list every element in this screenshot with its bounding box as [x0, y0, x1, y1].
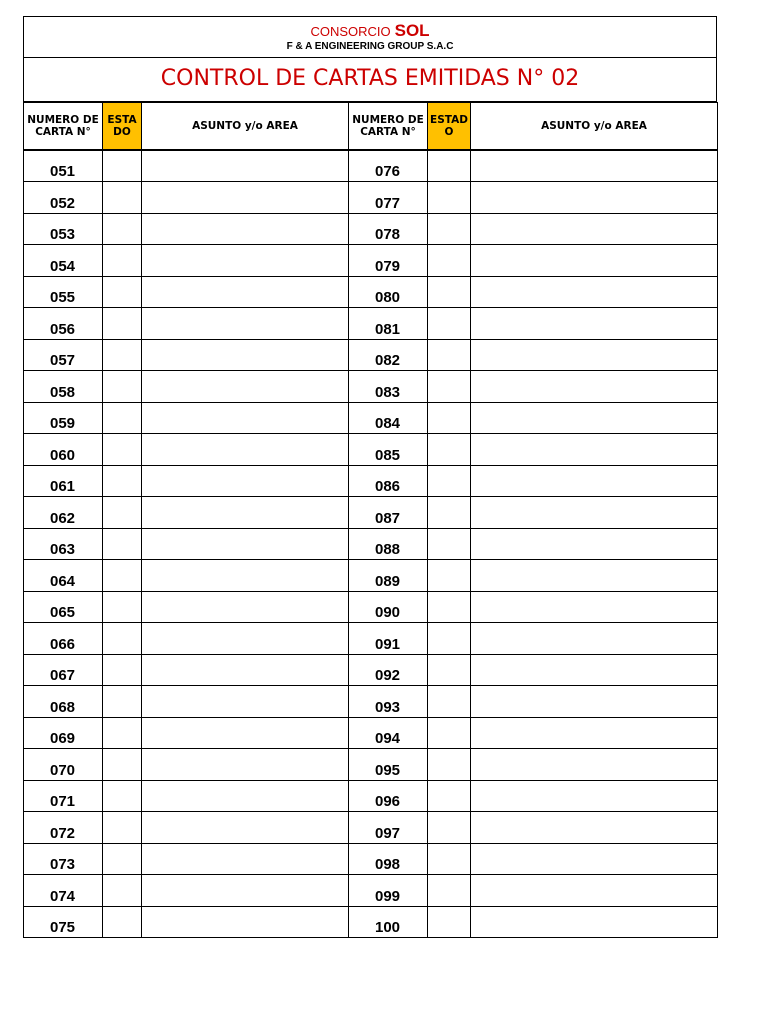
estado-cell-left[interactable]	[103, 402, 142, 434]
asunto-cell-left[interactable]	[142, 623, 349, 655]
asunto-cell-right[interactable]	[471, 245, 718, 277]
carta-number-right: 082	[349, 339, 428, 371]
estado-cell-left[interactable]	[103, 276, 142, 308]
estado-cell-left[interactable]	[103, 906, 142, 938]
asunto-cell-right[interactable]	[471, 717, 718, 749]
table-row	[24, 623, 718, 655]
table-row	[24, 497, 718, 529]
carta-number-left: 073	[24, 843, 103, 875]
asunto-cell-right[interactable]	[471, 686, 718, 718]
carta-number-left: 055	[24, 276, 103, 308]
table-row	[24, 402, 718, 434]
asunto-cell-left[interactable]	[142, 371, 349, 403]
estado-cell-right[interactable]	[428, 875, 471, 907]
estado-cell-right[interactable]	[428, 780, 471, 812]
estado-cell-right[interactable]	[428, 276, 471, 308]
asunto-cell-right[interactable]	[471, 339, 718, 371]
company-prefix: CONSORCIO	[310, 24, 391, 39]
table-header-row	[24, 103, 718, 151]
asunto-cell-left[interactable]	[142, 560, 349, 592]
asunto-cell-right[interactable]	[471, 150, 718, 182]
estado-cell-left[interactable]	[103, 686, 142, 718]
table-row	[24, 875, 718, 907]
carta-number-left: 051	[24, 150, 103, 182]
estado-cell-right[interactable]	[428, 686, 471, 718]
carta-number-left: 068	[24, 686, 103, 718]
col-numero-right: NUMERO DE CARTA N°	[349, 103, 428, 151]
carta-number-right: 087	[349, 497, 428, 529]
table-row	[24, 528, 718, 560]
carta-number-left: 057	[24, 339, 103, 371]
carta-number-right: 092	[349, 654, 428, 686]
col-asunto-left: ASUNTO y/o AREA	[142, 103, 349, 151]
carta-number-right: 076	[349, 150, 428, 182]
carta-number-left: 062	[24, 497, 103, 529]
estado-cell-right[interactable]	[428, 591, 471, 623]
asunto-cell-left[interactable]	[142, 875, 349, 907]
carta-number-left: 054	[24, 245, 103, 277]
asunto-cell-right[interactable]	[471, 843, 718, 875]
estado-cell-left[interactable]	[103, 245, 142, 277]
carta-number-left: 053	[24, 213, 103, 245]
table-row	[24, 371, 718, 403]
estado-cell-left[interactable]	[103, 528, 142, 560]
estado-cell-right[interactable]	[428, 402, 471, 434]
asunto-cell-left[interactable]	[142, 465, 349, 497]
estado-cell-right[interactable]	[428, 906, 471, 938]
estado-cell-left[interactable]	[103, 654, 142, 686]
carta-number-left: 067	[24, 654, 103, 686]
carta-number-left: 065	[24, 591, 103, 623]
asunto-cell-left[interactable]	[142, 717, 349, 749]
company-name-line	[24, 22, 716, 41]
estado-cell-left[interactable]	[103, 875, 142, 907]
table-row	[24, 780, 718, 812]
asunto-cell-right[interactable]	[471, 434, 718, 466]
table-row	[24, 276, 718, 308]
table-row	[24, 906, 718, 938]
asunto-cell-left[interactable]	[142, 843, 349, 875]
asunto-cell-left[interactable]	[142, 434, 349, 466]
asunto-cell-right[interactable]	[471, 528, 718, 560]
estado-cell-right[interactable]	[428, 150, 471, 182]
estado-cell-left[interactable]	[103, 497, 142, 529]
estado-cell-right[interactable]	[428, 623, 471, 655]
table-row	[24, 560, 718, 592]
carta-number-right: 090	[349, 591, 428, 623]
document-title: CONTROL DE CARTAS EMITIDAS N° 02	[23, 58, 717, 102]
estado-cell-left[interactable]	[103, 182, 142, 214]
company-name: SOL	[394, 21, 430, 40]
estado-cell-right[interactable]	[428, 371, 471, 403]
table-row	[24, 213, 718, 245]
estado-cell-left[interactable]	[103, 465, 142, 497]
asunto-cell-right[interactable]	[471, 623, 718, 655]
asunto-cell-left[interactable]	[142, 245, 349, 277]
carta-number-right: 081	[349, 308, 428, 340]
carta-number-left: 069	[24, 717, 103, 749]
asunto-cell-right[interactable]	[471, 812, 718, 844]
estado-cell-right[interactable]	[428, 182, 471, 214]
carta-number-right: 091	[349, 623, 428, 655]
estado-cell-left[interactable]	[103, 308, 142, 340]
table-row	[24, 339, 718, 371]
carta-number-right: 086	[349, 465, 428, 497]
estado-cell-left[interactable]	[103, 213, 142, 245]
estado-cell-right[interactable]	[428, 465, 471, 497]
estado-cell-right[interactable]	[428, 245, 471, 277]
asunto-cell-right[interactable]	[471, 371, 718, 403]
table-row	[24, 150, 718, 182]
table-row	[24, 686, 718, 718]
carta-number-left: 074	[24, 875, 103, 907]
carta-number-right: 096	[349, 780, 428, 812]
carta-number-left: 058	[24, 371, 103, 403]
asunto-cell-right[interactable]	[471, 780, 718, 812]
estado-cell-left[interactable]	[103, 434, 142, 466]
estado-cell-left[interactable]	[103, 812, 142, 844]
estado-cell-left[interactable]	[103, 150, 142, 182]
estado-cell-right[interactable]	[428, 339, 471, 371]
carta-number-left: 059	[24, 402, 103, 434]
estado-cell-right[interactable]	[428, 434, 471, 466]
carta-number-left: 066	[24, 623, 103, 655]
asunto-cell-left[interactable]	[142, 749, 349, 781]
table-row	[24, 654, 718, 686]
carta-number-right: 077	[349, 182, 428, 214]
asunto-cell-right[interactable]	[471, 591, 718, 623]
estado-cell-left[interactable]	[103, 623, 142, 655]
asunto-cell-right[interactable]	[471, 875, 718, 907]
estado-cell-right[interactable]	[428, 528, 471, 560]
estado-cell-left[interactable]	[103, 339, 142, 371]
estado-cell-left[interactable]	[103, 591, 142, 623]
asunto-cell-right[interactable]	[471, 497, 718, 529]
asunto-cell-left[interactable]	[142, 654, 349, 686]
carta-number-right: 085	[349, 434, 428, 466]
carta-number-left: 075	[24, 906, 103, 938]
carta-number-left: 070	[24, 749, 103, 781]
col-asunto-right: ASUNTO y/o AREA	[471, 103, 718, 151]
carta-number-right: 088	[349, 528, 428, 560]
letters-table	[23, 102, 718, 938]
estado-cell-left[interactable]	[103, 717, 142, 749]
table-row	[24, 182, 718, 214]
document-sheet	[23, 16, 717, 938]
estado-cell-right[interactable]	[428, 654, 471, 686]
asunto-cell-left[interactable]	[142, 339, 349, 371]
asunto-cell-right[interactable]	[471, 560, 718, 592]
asunto-cell-left[interactable]	[142, 402, 349, 434]
company-group: F & A ENGINEERING GROUP S.A.C	[286, 41, 454, 52]
asunto-cell-left[interactable]	[142, 213, 349, 245]
table-row	[24, 591, 718, 623]
asunto-cell-right[interactable]	[471, 182, 718, 214]
carta-number-left: 056	[24, 308, 103, 340]
carta-number-left: 063	[24, 528, 103, 560]
asunto-cell-right[interactable]	[471, 749, 718, 781]
carta-number-right: 080	[349, 276, 428, 308]
carta-number-right: 078	[349, 213, 428, 245]
col-estado-right: ESTAD O	[428, 103, 471, 151]
table-row	[24, 245, 718, 277]
table-row	[24, 465, 718, 497]
carta-number-right: 093	[349, 686, 428, 718]
asunto-cell-left[interactable]	[142, 906, 349, 938]
estado-cell-right[interactable]	[428, 717, 471, 749]
estado-cell-right[interactable]	[428, 560, 471, 592]
asunto-cell-left[interactable]	[142, 497, 349, 529]
carta-number-right: 099	[349, 875, 428, 907]
asunto-cell-right[interactable]	[471, 213, 718, 245]
carta-number-right: 100	[349, 906, 428, 938]
asunto-cell-left[interactable]	[142, 591, 349, 623]
carta-number-left: 071	[24, 780, 103, 812]
estado-cell-left[interactable]	[103, 560, 142, 592]
asunto-cell-right[interactable]	[471, 465, 718, 497]
estado-cell-right[interactable]	[428, 497, 471, 529]
estado-cell-left[interactable]	[103, 780, 142, 812]
estado-cell-right[interactable]	[428, 308, 471, 340]
asunto-cell-right[interactable]	[471, 654, 718, 686]
company-header	[23, 16, 717, 58]
carta-number-right: 095	[349, 749, 428, 781]
carta-number-left: 060	[24, 434, 103, 466]
carta-number-right: 098	[349, 843, 428, 875]
carta-number-right: 079	[349, 245, 428, 277]
carta-number-right: 094	[349, 717, 428, 749]
carta-number-right: 083	[349, 371, 428, 403]
asunto-cell-left[interactable]	[142, 812, 349, 844]
asunto-cell-left[interactable]	[142, 308, 349, 340]
col-numero-left: NUMERO DE CARTA N°	[24, 103, 103, 151]
asunto-cell-right[interactable]	[471, 308, 718, 340]
table-row	[24, 434, 718, 466]
estado-cell-left[interactable]	[103, 749, 142, 781]
table-row	[24, 717, 718, 749]
asunto-cell-left[interactable]	[142, 276, 349, 308]
estado-cell-right[interactable]	[428, 749, 471, 781]
carta-number-right: 084	[349, 402, 428, 434]
asunto-cell-right[interactable]	[471, 276, 718, 308]
asunto-cell-left[interactable]	[142, 528, 349, 560]
table-row	[24, 812, 718, 844]
carta-number-left: 061	[24, 465, 103, 497]
carta-number-right: 089	[349, 560, 428, 592]
asunto-cell-left[interactable]	[142, 686, 349, 718]
estado-cell-right[interactable]	[428, 213, 471, 245]
table-row	[24, 843, 718, 875]
carta-number-right: 097	[349, 812, 428, 844]
table-body	[24, 150, 718, 938]
estado-cell-left[interactable]	[103, 371, 142, 403]
asunto-cell-left[interactable]	[142, 150, 349, 182]
col-estado-left: ESTA DO	[103, 103, 142, 151]
carta-number-left: 072	[24, 812, 103, 844]
estado-cell-left[interactable]	[103, 843, 142, 875]
table-row	[24, 308, 718, 340]
carta-number-left: 052	[24, 182, 103, 214]
asunto-cell-right[interactable]	[471, 906, 718, 938]
table-row	[24, 749, 718, 781]
asunto-cell-right[interactable]	[471, 402, 718, 434]
asunto-cell-left[interactable]	[142, 780, 349, 812]
estado-cell-right[interactable]	[428, 812, 471, 844]
estado-cell-right[interactable]	[428, 843, 471, 875]
asunto-cell-left[interactable]	[142, 182, 349, 214]
carta-number-left: 064	[24, 560, 103, 592]
